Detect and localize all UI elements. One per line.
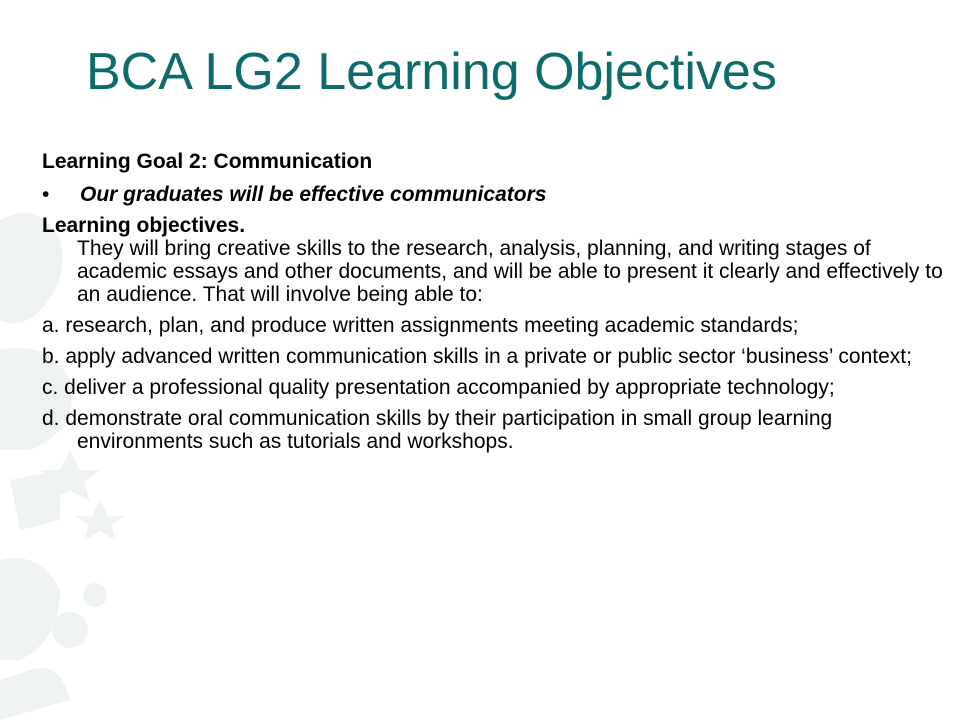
goal-bullet-text: Our graduates will be effective communicators bbox=[80, 183, 547, 206]
objectives-description: They will bring creative skills to the research, analysis, planning, and writing stages of academic essays and other documents, and will be able to present it clearly and effectively to an audience. That will involve being able to: bbox=[77, 237, 943, 306]
objective-item-c: c. deliver a professional quality presentation accompanied by appropriate technology; bbox=[42, 376, 835, 399]
objective-item-a: a. research, plan, and produce written assignments meeting academic standards; bbox=[42, 314, 799, 337]
objective-item-b: b. apply advanced written communication skills in a private or public sector ‘business’ context; bbox=[42, 345, 912, 368]
goal-bullet bbox=[42, 183, 947, 206]
objectives-heading: Learning objectives. bbox=[42, 214, 246, 237]
learning-goal-heading: Learning Goal 2: Communication bbox=[42, 150, 373, 173]
bullet-dot-icon: • bbox=[42, 183, 50, 206]
objective-item-d: d. demonstrate oral communication skills by their participation in small group learning environments such as tutorials and workshops. bbox=[42, 407, 833, 453]
slide-title: BCA LG2 Learning Objectives bbox=[86, 43, 777, 101]
slide-content bbox=[42, 150, 947, 453]
objectives-block bbox=[42, 214, 947, 306]
